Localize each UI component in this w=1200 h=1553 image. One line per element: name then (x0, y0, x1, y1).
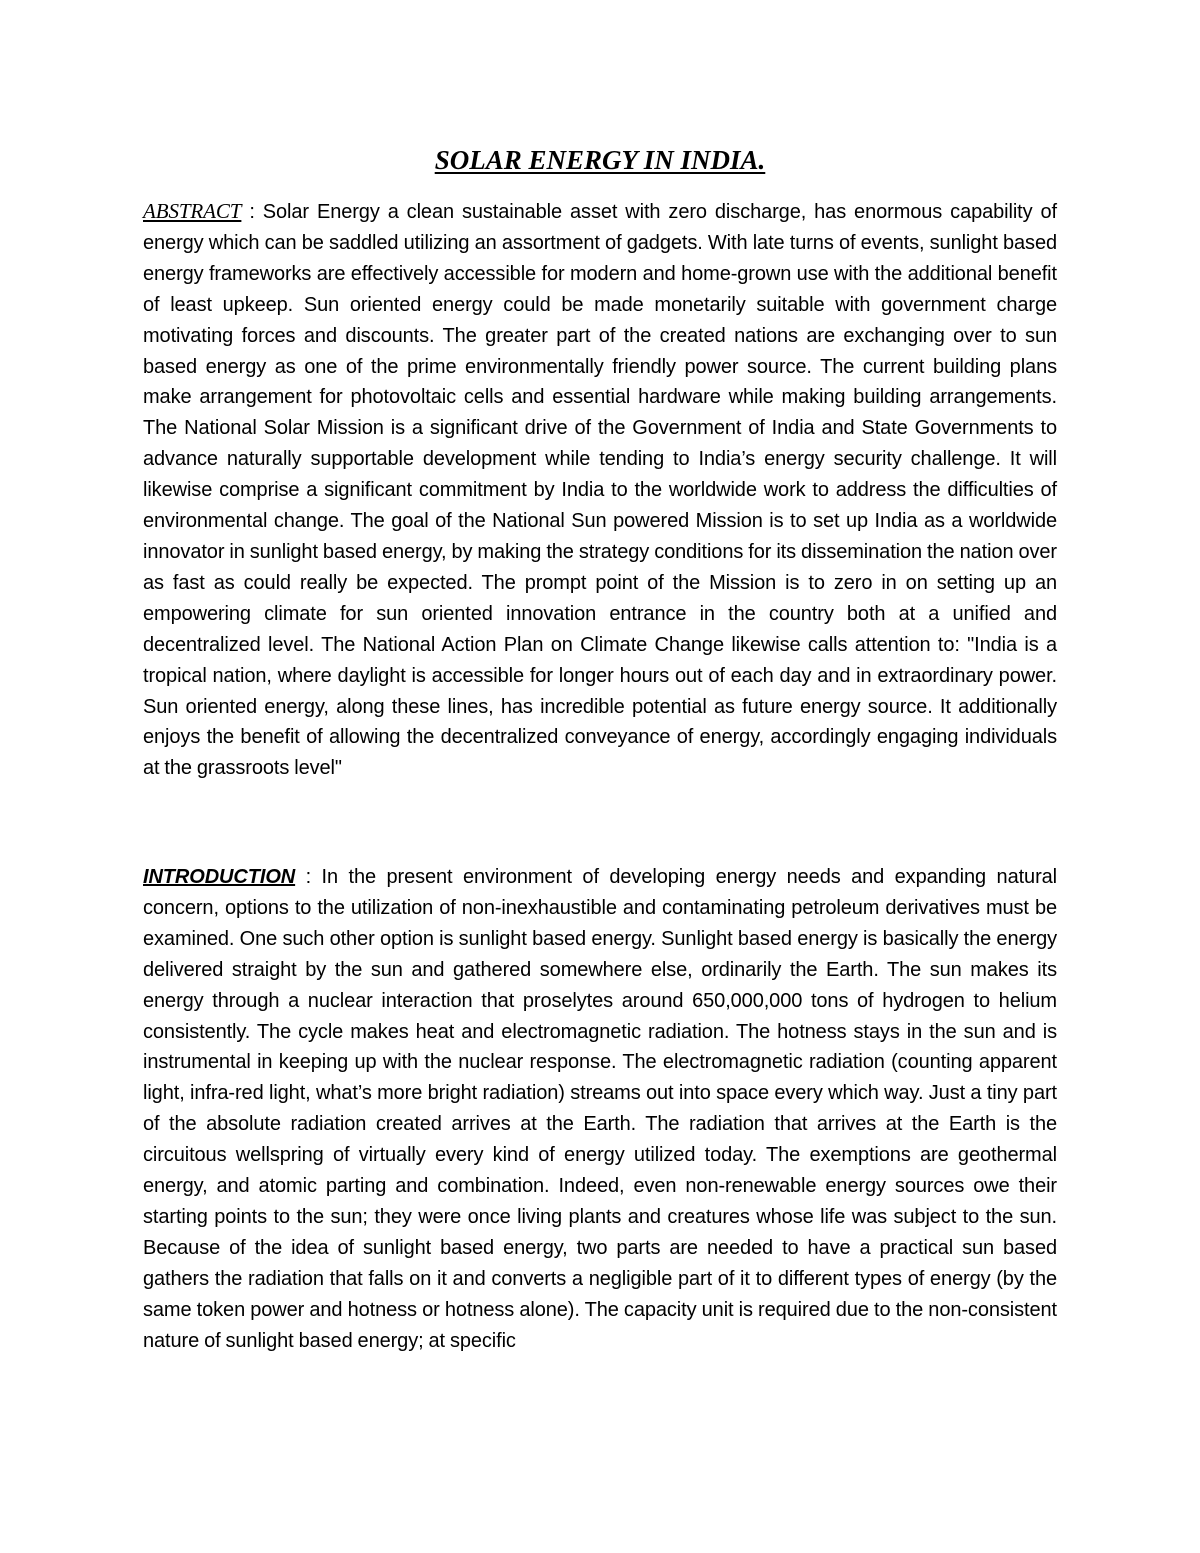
introduction-paragraph (143, 862, 1057, 1357)
document-title: SOLAR ENERGY IN INDIA. (434, 145, 766, 175)
abstract-separator: : (241, 201, 263, 223)
abstract-heading: ABSTRACT (143, 199, 242, 223)
introduction-heading: INTRODUCTION (143, 866, 296, 888)
introduction-separator: : (295, 866, 322, 888)
abstract-paragraph (143, 196, 1057, 784)
abstract-body: Solar Energy a clean sustainable asset with zero discharge, has enormous capability of energy which can be saddled utilizing an assortment of gadgets. With late turns of events, sunlight based energy frameworks are effectively accessible for modern and home-grown use with the additional benefit of least upkeep. Sun oriented energy could be made monetarily suitable with government charge motivating forces and discounts. The greater part of the created nations are exchanging over to sun based energy as one of the prime environmentally friendly power source. The current building plans make arrangement for photovoltaic cells and essential hardware while making building arrangements. The National Solar Mission is a significant drive of the Government of India and State Governments to advance naturally supportable development while tending to India’s energy security challenge. It will likewise comprise a significant commitment by India to the worldwide work to address the difficulties of environmental change. The goal of the National Sun powered Mission is to set up India as a worldwide innovator in sunlight based energy, by making the strategy conditions for its dissemination the nation over as fast as could really be expected. The prompt point of the Mission is to zero in on setting up an empowering climate for sun oriented innovation entrance in the country both at a unified and decentralized level. The National Action Plan on Climate Change likewise calls attention to: "India is a tropical nation, where daylight is accessible for longer hours out of each day and in extraordinary power. Sun oriented energy, along these lines, has incredible potential as future energy source. It additionally enjoys the benefit of allowing the decentralized conveyance of energy, accordingly engaging individuals at the grassroots level" (143, 201, 1057, 780)
introduction-body: In the present environment of developing energy needs and expanding natural concern, options to the utilization of non-inexhaustible and contaminating petroleum derivatives must be examined. One such other option is sunlight based energy. Sunlight based energy is basically the energy delivered straight by the sun and gathered somewhere else, ordinarily the Earth. The sun makes its energy through a nuclear interaction that proselytes around 650,000,000 tons of hydrogen to helium consistently. The cycle makes heat and electromagnetic radiation. The hotness stays in the sun and is instrumental in keeping up with the nuclear response. The electromagnetic radiation (counting apparent light, infra-red light, what’s more bright radiation) streams out into space every which way. Just a tiny part of the absolute radiation created arrives at the Earth. The radiation that arrives at the Earth is the circuitous wellspring of virtually every kind of energy utilized today. The exemptions are geothermal energy, and atomic parting and combination. Indeed, even non-renewable energy sources owe their starting points to the sun; they were once living plants and creatures whose life was subject to the sun. Because of the idea of sunlight based energy, two parts are needed to have a practical sun based gathers the radiation that falls on it and converts a negligible part of it to different types of energy (by the same token power and hotness or hotness alone). The capacity unit is required due to the non-consistent nature of sunlight based energy; at specific (143, 866, 1057, 1352)
